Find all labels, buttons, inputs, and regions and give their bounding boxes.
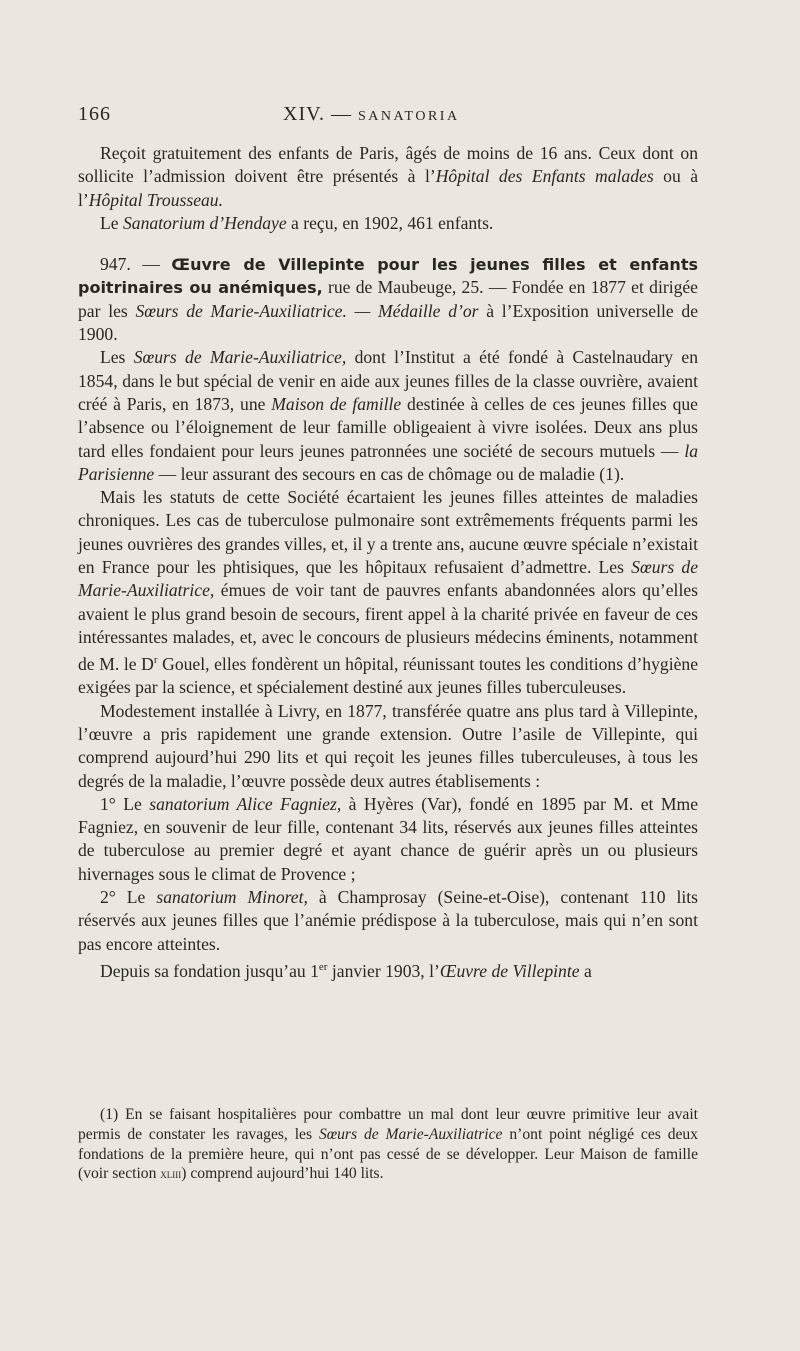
page-number: 166 (78, 103, 111, 125)
paragraph (78, 956, 698, 983)
footnotes (78, 1105, 698, 1184)
text-run: xliii (160, 1166, 182, 1182)
chapter-title: SANATORIA (357, 109, 460, 124)
paragraph (78, 142, 698, 212)
superscript: er (318, 960, 328, 973)
text-run: à l’Exposition universelle de 1900. (78, 300, 699, 345)
text-run: destinée à celles de ces jeunes filles que l’absence ou l’éloignement de leur famille obligeaient à vivre isolées. Deux ans plus tard elles fondaient pour leurs jeunes patronnées une société de secours mutuels — (78, 393, 698, 461)
section-entry-947 (78, 253, 698, 346)
text-run: Mais les statuts de cette Société écartaient les jeunes filles atteintes de maladies chroniques. Les cas de tuberculose pulmonaire sont extrêmements fréquents parmi les jeunes ouvrières des grandes villes, et, il y a trente ans, aucune œuvre spéciale n’existait en France pour les phtisiques, que les hôpitaux refusaient d’admettre. Les (78, 487, 698, 578)
italic-text: Sœurs de Marie-Auxiliatrice. — Médaille d’or (135, 300, 479, 321)
italic-text: Sœurs de Marie-Auxiliatrice, (133, 347, 347, 368)
paragraph (78, 346, 698, 486)
text-run: 2° Le (100, 887, 157, 908)
text-run: émues de voir tant de pauvres enfants abandonnées alors qu’elles avaient le plus grand besoin de secours, firent appel à la charité privée en faveur de ces intéressantes malades, et, avec le concours de plusieurs médecins éminents, notamment de M. le D (78, 580, 698, 675)
bold-heading-text: Œuvre de Villepinte pour les jeunes filles et enfants poitrinaires ou anémiques, (78, 255, 698, 298)
italic-text: Hôpital Trousseau. (88, 189, 224, 210)
main-text (78, 142, 698, 983)
text-run: Depuis sa fondation jusqu’au 1 (100, 960, 319, 981)
text-run: Les (100, 347, 134, 368)
italic-text: la Parisienne (78, 440, 698, 484)
text-run: Gouel, elles fondèrent un hôpital, réunissant toutes les conditions d’hygiène exigées par la science, et spécialement destiné aux jeunes filles tuberculeuses. (78, 654, 698, 698)
paragraph (78, 486, 698, 700)
italic-text: Maison de famille (271, 393, 402, 414)
text-run: janvier 1903, l’ (327, 960, 440, 981)
italic-text: Sanatorium d’Hendaye (122, 212, 287, 233)
footnote-1 (78, 1105, 698, 1184)
text-run: à Hyères (Var), fondé en 1895 par M. et Mme Fagniez, en souvenir de leur fille, contenant 34 lits, réservés aux jeunes filles atteintes de tuberculose au premier degré et ayant chance de guérir après un ou plusieurs hivernages sous le climat de Provence ; (78, 793, 698, 884)
paragraph (78, 212, 698, 235)
text-run: n’ont point négligé ces deux fondations de la première heure, qui n’ont pas cessé de se développer. Leur Maison de famille (voir section (78, 1125, 699, 1183)
italic-text: Sœurs de Marie-Auxiliatrice, (78, 557, 699, 601)
text-run: à Champrosay (Seine-et-Oise), contenant 110 lits réservés aux jeunes filles que l’anémie prédispose à la tuberculose, mais qui n’en sont pas encore atteintes. (78, 887, 698, 954)
italic-text: Sœurs de Marie-Auxiliatrice (318, 1125, 503, 1143)
italic-text: Hôpital des Enfants malades (435, 166, 654, 187)
text-run: ou à l’ (78, 166, 699, 210)
italic-text: Œuvre de Villepinte (439, 960, 580, 981)
text-run: a reçu, en 1902, 461 enfants. (286, 212, 494, 233)
text-run: Le (100, 212, 123, 233)
italic-text: sanatorium Alice Fagniez, (149, 793, 342, 814)
paragraph (78, 886, 698, 956)
text-run: rue de Maubeuge, 25. — Fondée en 1877 et dirigée par les (78, 277, 698, 321)
text-run: a (579, 960, 592, 981)
text-run: 947. — (100, 254, 172, 275)
text-run: — leur assurant des secours en cas de chômage ou de maladie (1). (154, 463, 625, 484)
superscript: r (153, 654, 158, 667)
running-title (283, 103, 460, 126)
text-run: Reçoit gratuitement des enfants de Paris, âgés de moins de 16 ans. Ceux dont on sollicite l’admission doivent être présentés à l’ (78, 143, 698, 187)
text-run: Modestement installée à Livry, en 1877, transférée quatre ans plus tard à Villepinte, l’œuvre a pris rapidement une grande extension. Outre l’asile de Villepinte, qui comprend aujourd’hui 290 lits et qui reçoit les jeunes filles tuberculeuses, à tous les degrés de la maladie, l’œuvre possède deux autres établisements : (78, 700, 698, 791)
text-run: ) comprend aujourd’hui 140 lits. (181, 1165, 384, 1183)
chapter-number: XIV. — (283, 103, 352, 125)
text-run: (1) En se faisant hospitalières pour combattre un mal dont leur œuvre primitive leur avait permis de constater les ravages, les (78, 1106, 698, 1143)
italic-text: sanatorium Minoret, (156, 887, 308, 908)
text-run: dont l’Institut a été fondé à Castelnaudary en 1854, dans le but spécial de venir en aide aux jeunes filles de la classe ouvrière, avaient créé à Paris, en 1873, une (78, 347, 698, 414)
paragraph (78, 700, 698, 793)
text-run: 1° Le (100, 793, 150, 814)
paragraph (78, 793, 698, 886)
